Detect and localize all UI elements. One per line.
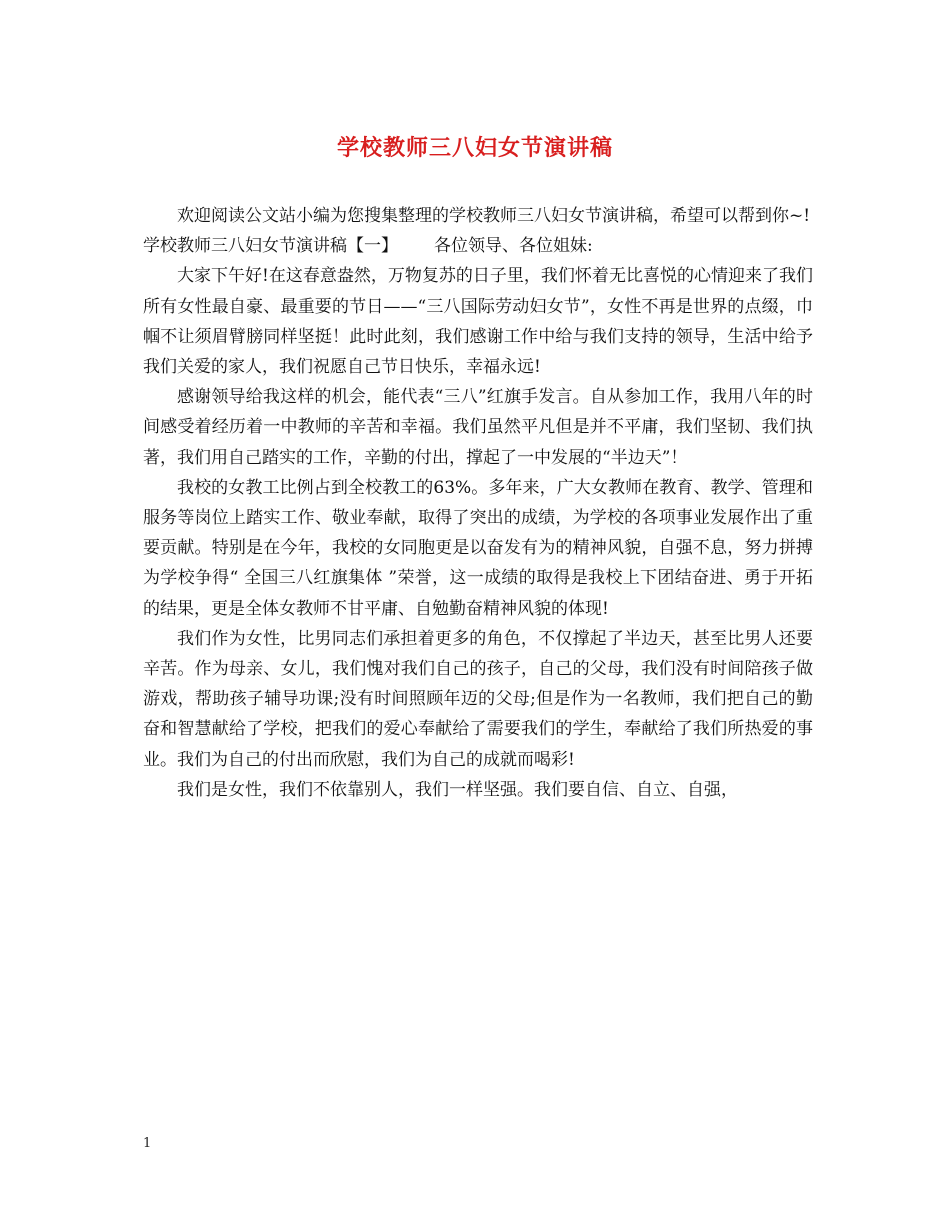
body-paragraph: 我们作为女性，比男同志们承担着更多的角色，不仅撑起了半边天，甚至比男人还要辛苦。作为母亲、女儿，我们愧对我们自己的孩子，自己的父母，我们没有时间陪孩子做游戏，帮助孩子辅导功课;没有时间照顾年迈的父母;但是作为一名教师，我们把自己的勤奋和智慧献给了学校，把我们的爱心奉献给了需要我们的学生，奉献给了我们所热爱的事业。我们为自己的付出而欣慰，我们为自己的成就而喝彩! [143,628,813,770]
body-paragraph: 感谢领导给我这样的机会，能代表“三八”红旗手发言。自从参加工作，我用八年的时间感受着经历着一中教师的辛苦和幸福。我们虽然平凡但是并不平庸，我们坚韧、我们执著，我们用自己踏实的工作，辛勤的付出，撑起了一中发展的“半边天”！ [143,387,813,468]
body-paragraph: 我校的女教工比例占到全校教工的63%。多年来，广大女教师在教育、教学、管理和服务等岗位上踏实工作、敬业奉献，取得了突出的成绩，为学校的各项事业发展作出了重要贡献。特别是在今年，我校的女同胞更是以奋发有为的精神风貌，自强不息，努力拼搏为学校争得“ 全国三八红旗集体 ”荣誉，这一成绩的取得是我校上下团结奋进、勇于开拓的结果，更是全体女教师不甘平庸、自勉勤奋精神风貌的体现! [143,477,813,619]
page-number: 1 [143,1136,152,1151]
body-paragraph: 大家下午好!在这春意盎然，万物复苏的日子里，我们怀着无比喜悦的心情迎来了我们所有女性最自豪、最重要的节日——“三八国际劳动妇女节”，女性不再是世界的点缀，巾帼不让须眉臂膀同样坚挺！此时此刻，我们感谢工作中给与我们支持的领导，生活中给予我们关爱的家人，我们祝愿自己节日快乐，幸福永远! [143,266,813,378]
salutation: 各位领导、各位姐妹: [434,236,593,257]
document-title: 学校教师三八妇女节演讲稿 [336,135,613,161]
section-heading-line [143,231,813,261]
document-body [143,201,813,805]
body-paragraph: 我们是女性，我们不依靠别人，我们一样坚强。我们要自信、自立、自强， [177,779,738,800]
section-heading: 学校教师三八妇女节演讲稿【一】 [143,236,398,257]
intro-paragraph: 欢迎阅读公文站小编为您搜集整理的学校教师三八妇女节演讲稿，希望可以帮到你~! [177,206,811,226]
